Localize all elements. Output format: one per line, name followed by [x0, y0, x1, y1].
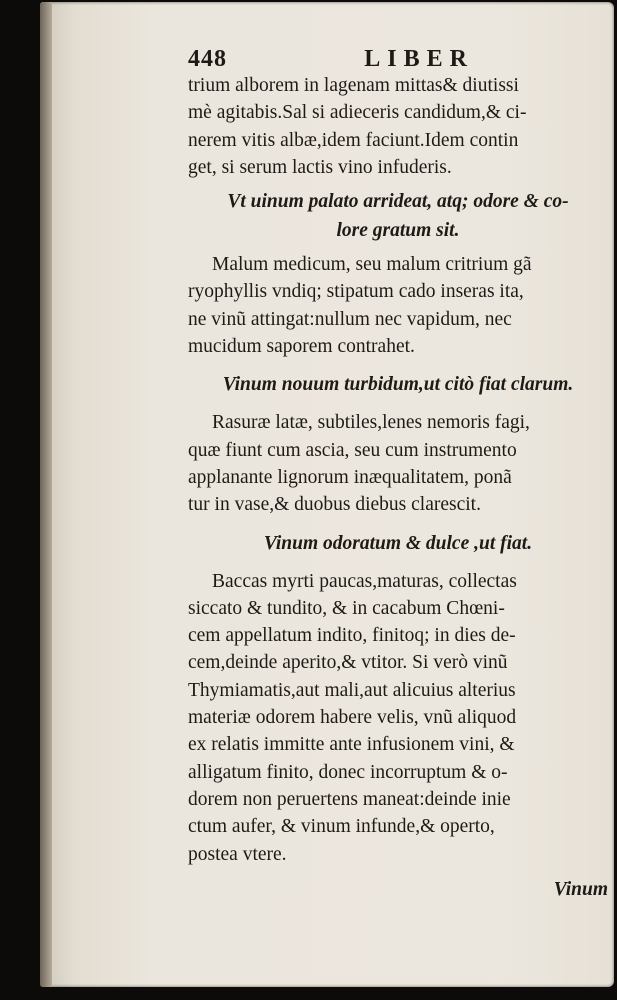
text-line: Baccas myrti paucas,maturas, collectas	[212, 570, 517, 592]
running-title: LIBER	[364, 46, 474, 72]
paragraph	[188, 72, 608, 181]
text-line: Thymiamatis,aut mali,aut alicuius alterius	[188, 679, 516, 701]
text-line: cem,deinde aperito,& vtitor. Si verò vinũ	[188, 652, 508, 674]
book-page	[40, 2, 614, 987]
heading-line: lore gratum sit.	[336, 220, 460, 242]
text-line: mè agitabis.Sal si adieceris candidum,& ci-	[188, 102, 527, 124]
text-line: nerem vitis albæ,idem faciunt.Idem contin	[188, 129, 519, 151]
text-line: ryophyllis vndiq; stipatum cado inseras ita,	[188, 281, 524, 303]
text-line: get, si serum lactis vino infuderis.	[188, 156, 452, 178]
page-text-block	[188, 46, 608, 906]
text-line: alligatum finito, donec incorruptum & o-	[188, 761, 508, 783]
text-line: ex relatis immitte ante infusionem vini, &	[188, 734, 515, 756]
text-line: applanante lignorum inæqualitatem, ponã	[188, 466, 512, 488]
page-number: 448	[188, 46, 227, 72]
text-line: cem appellatum indito, finitoq; in dies de-	[188, 625, 516, 647]
paragraph	[188, 409, 608, 518]
text-line: ctum aufer, & vinum infunde,& operto,	[188, 816, 495, 838]
heading-line: Vinum nouum turbidum,ut citò fiat clarum.	[222, 374, 574, 396]
text-line: materiæ odorem habere velis, vnũ aliquod	[188, 707, 517, 729]
text-line: Malum medicum, seu malum critrium gã	[212, 254, 532, 276]
heading-line: Vt uinum palato arrideat, atq; odore & co-	[227, 191, 569, 213]
text-line: siccato & tundito, & in cacabum Chœni-	[188, 597, 505, 619]
text-line: quæ fiunt cum ascia, seu cum instrumento	[188, 439, 517, 461]
text-line: ne vinũ attingat:nullum nec vapidum, nec	[188, 308, 512, 330]
running-header	[188, 46, 474, 72]
section-heading	[188, 187, 608, 245]
page-gutter-shadow	[40, 2, 52, 987]
heading-line: Vinum odoratum & dulce ,ut fiat.	[263, 532, 533, 554]
section-heading	[188, 529, 608, 558]
paragraph	[188, 251, 608, 360]
text-line: mucidum saporem contrahet.	[188, 336, 415, 358]
text-line: dorem non peruertens maneat:deinde inie	[188, 788, 511, 810]
text-line: postea vtere.	[188, 843, 287, 865]
text-line: Rasuræ latæ, subtiles,lenes nemoris fagi,	[212, 412, 530, 434]
section-heading	[188, 370, 608, 399]
text-line: tur in vase,& duobus diebus clarescit.	[188, 494, 481, 516]
paragraph	[188, 568, 608, 868]
catchword: Vinum	[553, 878, 608, 900]
text-line: trium alborem in lagenam mittas& diutissi	[188, 75, 519, 96]
